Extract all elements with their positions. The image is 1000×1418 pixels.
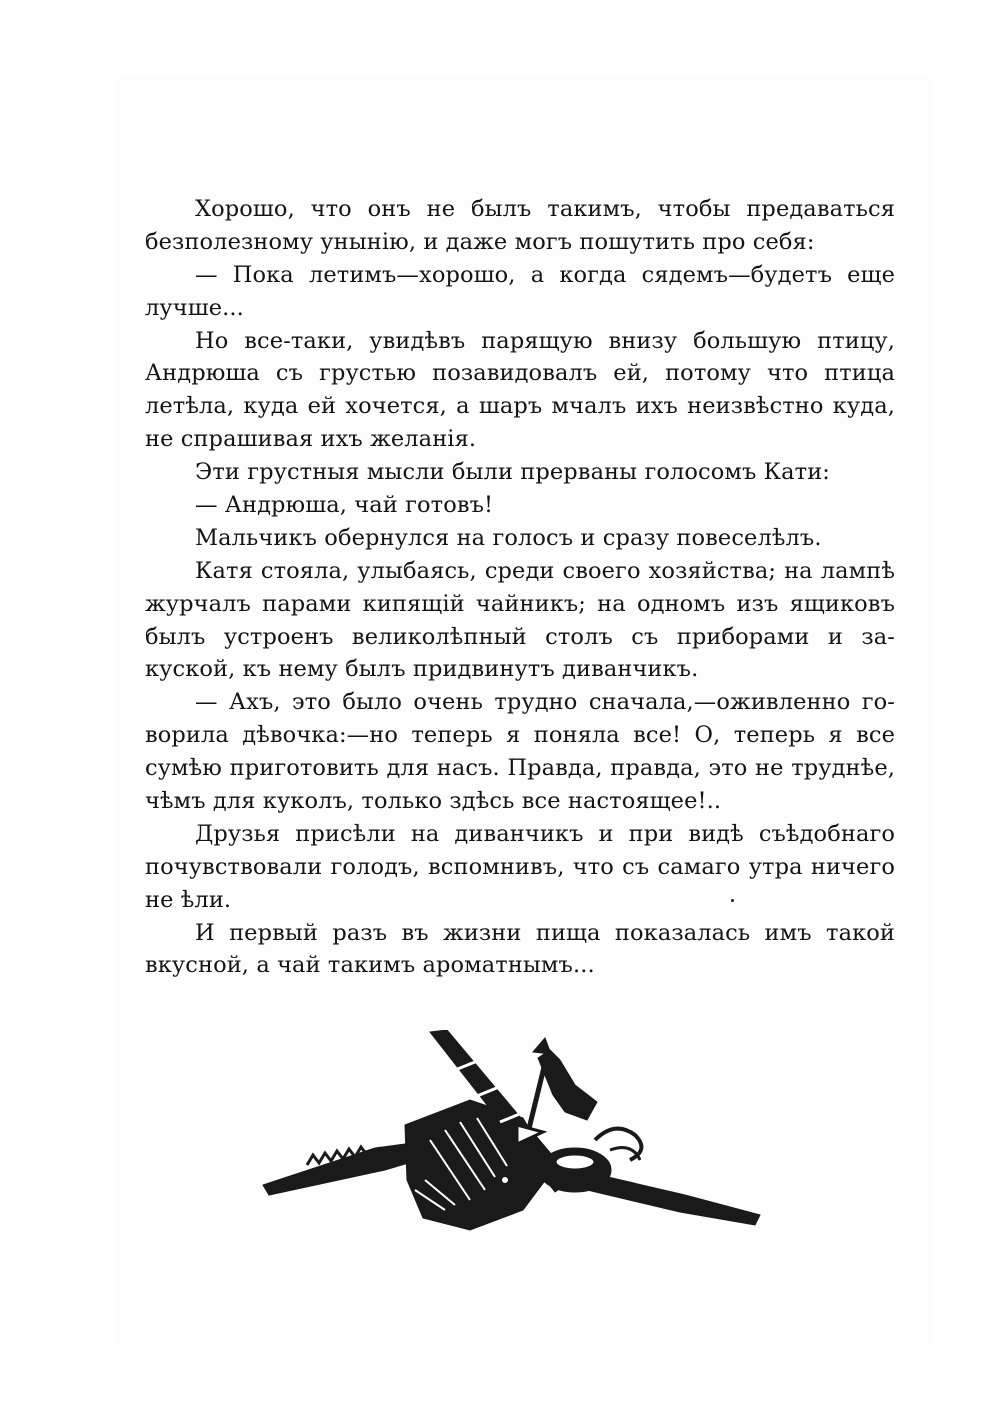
text-line: — Андрюша, чай готовъ! [195,492,494,519]
text-line: Друзья присѣли на диванчикъ и при видѣ съѣдобнаго [195,820,895,847]
text-line: вкусной, а чай такимъ ароматнымъ... [145,952,595,979]
text-line: не ѣли. [145,886,232,913]
text-line: почувствовали голодъ, вспомнивъ, что съ самаго утра ничего [145,853,895,880]
text-line: — Пока летимъ—хорошо, а когда сядемъ—будетъ еще [195,261,895,288]
text-line: чѣмъ для куколъ, только здѣсь все настоящее!.. [145,788,722,815]
text-line: лучше... [145,294,244,321]
text-line: Андрюша съ грустью позавидовалъ ей, потому что птица [145,360,895,387]
text-line: сумѣю приготовить для насъ. Правда, правда, это не труднѣе, [145,755,895,782]
text-line: безполезному унынію, и даже могъ пошутить про себя: [145,228,815,255]
text-line: Хорошо, что онъ не былъ такимъ, чтобы предаваться [195,196,895,222]
text-line: И первый разъ въ жизни пища показалась имъ такой [195,919,895,946]
tools-and-weapons-vignette-icon [255,1030,765,1245]
page-text [145,193,895,982]
text-line: — Ахъ, это было очень трудно сначала,—оживленно го- [195,689,895,716]
ink-speck [731,899,734,902]
text-line: Но все-таки, увидѣвъ парящую внизу большую птицу, [195,327,895,354]
text-line: Мальчикъ обернулся на голосъ и сразу повеселѣлъ. [195,524,822,551]
text-line: летѣла, куда ей хочется, а шаръ мчалъ ихъ неизвѣстно куда, [145,393,895,420]
text-line: Катя стояла, улыбаясь, среди своего хозяйства; на лампѣ [195,557,895,584]
text-line: Эти грустныя мысли были прерваны голосомъ Кати: [195,459,830,486]
text-line: журчалъ парами кипящій чайникъ; на одномъ изъ ящиковъ [145,590,895,617]
text-line: не спрашивая ихъ желанія. [145,426,477,453]
text-line: ворила дѣвочка:—но теперь я поняла все! О, теперь я все [145,722,895,749]
text-line: куской, къ нему былъ придвинутъ диванчикъ. [145,656,699,683]
text-line: былъ устроенъ великолѣпный столъ съ приборами и за- [145,623,895,650]
